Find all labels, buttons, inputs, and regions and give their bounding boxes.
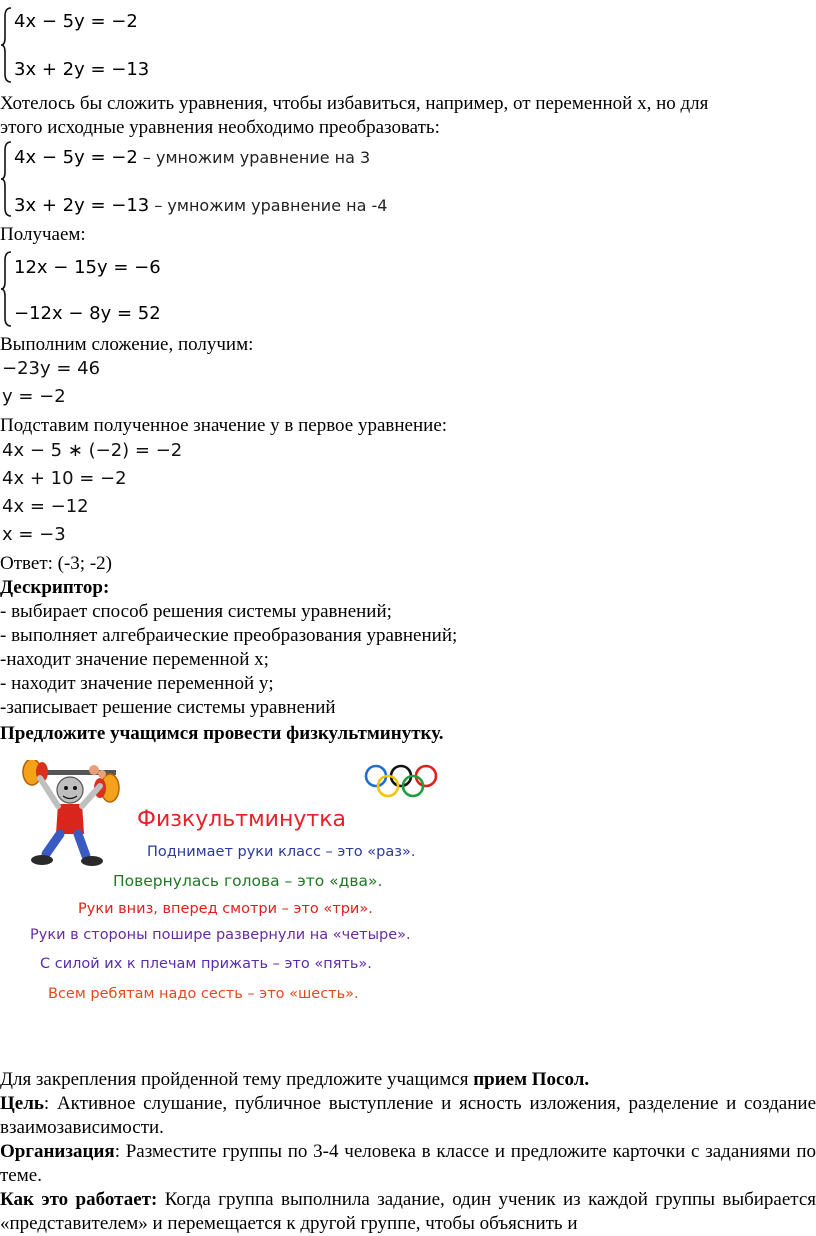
posol-how-it-works (0, 1188, 816, 1236)
poem-line: Всем ребятам надо сесть – это «шесть». (48, 986, 359, 1002)
descriptor-item: -находит значение переменной x; (0, 649, 269, 670)
brace-icon (0, 6, 12, 84)
posol-intro-text: Для закрепления пройденной тему предложите учащимся (0, 1069, 474, 1090)
poem-line: Повернулась голова – это «два». (113, 872, 383, 890)
equation: 4x = −12 (2, 496, 89, 517)
equation: 4x − 5y = −2 (14, 11, 138, 32)
descriptor-title: Дескриптор: (0, 577, 110, 598)
equation: −23y = 46 (2, 358, 101, 379)
equation: 4x + 10 = −2 (2, 468, 127, 489)
equation: 12x − 15y = −6 (14, 257, 161, 278)
paragraph-line: этого исходные уравнения необходимо преобразовать: (0, 117, 440, 138)
how-label: Как это работает: (0, 1189, 158, 1210)
paragraph-line: Получаем: (0, 224, 86, 245)
brace-icon (0, 140, 12, 218)
equation: 3x + 2y = −13 (14, 195, 150, 216)
weightlifter-cartoon-icon (20, 760, 125, 872)
equation-note: – умножим уравнение на 3 (137, 148, 371, 167)
fizminutka-offer: Предложите учащимся провести физкультминутку. (0, 723, 444, 744)
equation: 3x + 2y = −13 (14, 59, 150, 80)
posol-goal (0, 1092, 816, 1140)
equation: 4x − 5 ∗ (−2) = −2 (2, 440, 183, 461)
descriptor-item: - выполняет алгебраические преобразования уравнений; (0, 625, 458, 646)
paragraph-line: Хотелось бы сложить уравнения, чтобы избавиться, например, от переменной x, но для (0, 93, 709, 114)
descriptor-item: - выбирает способ решения системы уравнений; (0, 601, 392, 622)
paragraph-line: Выполним сложение, получим: (0, 334, 254, 355)
olympic-rings-icon (362, 764, 440, 798)
poem-line: Поднимает руки класс – это «раз». (147, 844, 416, 860)
fizminutka-poster (0, 760, 470, 1020)
posol-intro-bold: прием Посол. (473, 1069, 590, 1090)
answer-line: Ответ: (-3; -2) (0, 553, 112, 574)
posol-intro (0, 1068, 589, 1092)
equation: x = −3 (2, 524, 66, 545)
equation-note: – умножим уравнение на -4 (149, 196, 388, 215)
goal-text: : Активное слушание, публичное выступление и ясность изложения, разделение и создание взаимозависимости. (0, 1093, 816, 1138)
equation: y = −2 (2, 386, 66, 407)
fizminutka-title: Физкультминутка (137, 807, 346, 832)
how-text: Когда группа выполнила задание, один ученик из каждой группы выбирается «представителем» и перемещается к другой группе, чтобы объяснить и (0, 1189, 816, 1234)
poem-line: С силой их к плечам прижать – это «пять». (40, 956, 372, 972)
organization-label: Организация (0, 1141, 115, 1162)
equation-row (14, 195, 387, 217)
descriptor-item: -записывает решение системы уравнений (0, 697, 336, 718)
equation-row (14, 147, 370, 169)
goal-label: Цель (0, 1093, 44, 1114)
brace-icon (0, 250, 12, 328)
descriptor-item: - находит значение переменной y; (0, 673, 274, 694)
poem-line: Руки вниз, вперед смотри – это «три». (78, 901, 373, 917)
equation: −12x − 8y = 52 (14, 303, 161, 324)
equation: 4x − 5y = −2 (14, 147, 138, 168)
posol-organization (0, 1140, 816, 1188)
paragraph-line: Подставим полученное значение y в первое уравнение: (0, 415, 448, 436)
organization-text: : Разместите группы по 3-4 человека в классе и предложите карточки с заданиями по теме. (0, 1141, 816, 1186)
poem-line: Руки в стороны пошире развернули на «четыре». (30, 927, 411, 943)
